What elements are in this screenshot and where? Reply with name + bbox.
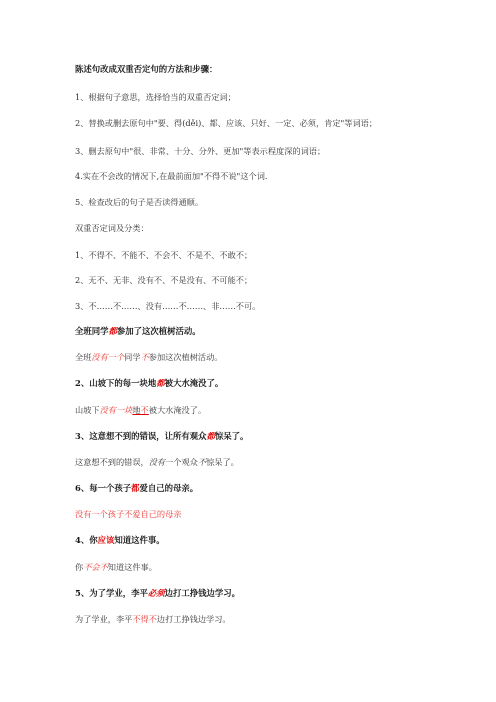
answer-text: 为了学业，李平 [75,614,133,624]
answer-text: 山坡下 [75,405,100,415]
heading: 陈述句改成双重否定句的方法和步骤： [75,64,218,74]
step-1: 1、根据句子意思，选择恰当的双重否定词； [75,92,236,102]
answer-text: 边打工挣钱边学习。 [156,614,231,624]
answer-text: 同学 [124,352,141,362]
step-4: 4.实在不会改的情况下,在最前面加"不得不说"这个词. [75,171,268,181]
example-question [75,430,248,442]
question-keyword: 都 [156,378,165,388]
question-keyword: 都 [108,326,117,336]
step-2: 2、替换或删去原句中"要、得(děi)、都、应该、只好、一定、必须，肯定"等词语； [75,118,378,128]
example-answer [75,456,239,468]
class-3: 3、不……不……、没有……不……、非……不可。 [75,301,261,311]
answer-text: 这意想不到的错误， [75,457,149,467]
question-text: 惊呆了。 [214,431,249,441]
classification-title: 双重否定词及分类： [75,223,149,233]
answer-keyword: 没有一个 [91,352,125,362]
example-answer [75,404,206,416]
question-text: 2、山坡下的每一块地 [75,378,157,388]
question-text: 知道这件事。 [114,535,165,545]
example-answer [75,613,231,625]
example-question [75,377,223,389]
question-keyword: 都 [131,483,140,493]
question-text: 6、每一个孩子 [75,483,132,493]
answer-text: 一个观众 [165,457,198,467]
question-text: 爱自己的母亲。 [139,483,199,493]
example-question [75,534,165,546]
answer-keyword: 不 [124,509,133,519]
answer-text: 被大水淹没了。 [148,405,207,415]
example-question [75,482,198,494]
answer-text: 爱自己的母亲 [132,509,182,519]
answer-text: 你 [75,562,84,572]
step-5: 5、检查改后的句子是否读得通顺。 [75,197,204,207]
example-question [75,325,201,337]
question-keyword: 都 [206,431,215,441]
answer-keyword: 不 [140,405,149,415]
answer-keyword: 没有一块 [99,405,133,415]
step-3: 3、删去原句中"很、非常、十分、分外、更加"等表示程度深的词语； [75,146,326,156]
question-text: 5、为了学业，李平 [75,588,148,598]
answer-text: 参加这次植树活动。 [148,352,223,362]
question-text: 参加了这次植树活动。 [116,326,201,336]
question-keyword: 应该 [97,535,115,545]
answer-keyword: 不得不 [132,614,157,624]
answer-keyword: 不 [140,352,149,362]
answer-keyword: 不会不 [83,562,108,572]
class-2: 2、无不、无非、没有不、不是没有、不可能不； [75,275,253,285]
answer-text: 知道这件事。 [107,562,157,572]
example-question [75,587,240,599]
example-answer [75,351,222,363]
example-answer [75,508,182,520]
answer-text: 全班 [75,352,92,362]
answer-keyword: 没有 [75,509,92,519]
question-text: 4、你 [75,535,98,545]
question-text: 全班同学 [75,326,109,336]
question-text: 被大水淹没了。 [164,378,224,388]
answer-keyword: 没有 [148,457,166,467]
answer-text: 一个孩子 [91,509,125,519]
class-1: 1、不得不、不能不、不会不、不是不、不敢不； [75,250,253,260]
answer-keyword: 不 [197,457,207,467]
answer-text: 惊呆了。 [206,457,239,467]
question-text: 边打工挣钱边学习。 [164,588,240,598]
example-answer [75,561,157,573]
answer-text: 地 [132,405,141,415]
question-keyword: 必须 [147,588,165,598]
question-text: 3、这意想不到的错误，让所有观众 [75,431,207,441]
